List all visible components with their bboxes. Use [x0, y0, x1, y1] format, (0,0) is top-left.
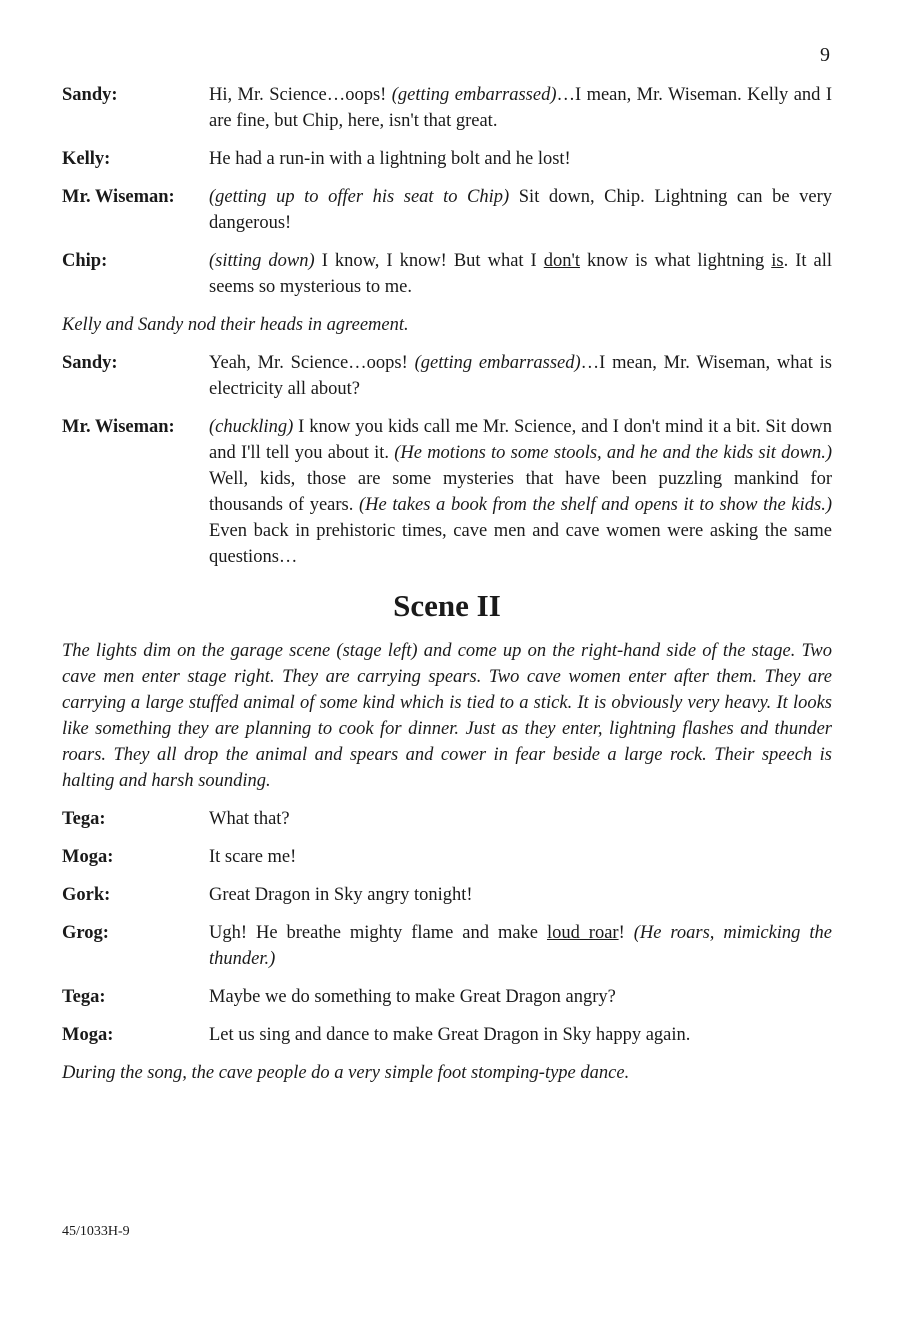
dialogue-line: [62, 920, 832, 972]
underlined-word: loud roar: [546, 923, 619, 943]
script-body: [62, 82, 832, 1098]
speech-text: (getting up to offer his seat to Chip) Sit down, Chip. Lightning can be very dangerous!: [209, 187, 832, 233]
speaker-name: Grog:: [62, 923, 109, 943]
speaker-name: Tega:: [62, 987, 106, 1007]
dialogue-line: [62, 82, 832, 134]
stage-direction-paragraph: The lights dim on the garage scene (stage left) and come up on the right-hand side of the stage. Two cave men enter stage right. They are carrying spears. Two cave women enter after them. They are carrying a large stuffed animal of some kind which is tied to a stick. It is obviously very heavy. It looks like something they are planning to cook for dinner. Just as they enter, lightning flashes and thunder roars. They all drop the animal and spears and cower in fear beside a large rock. Their speech is halting and harsh sounding.: [62, 641, 832, 791]
speaker-name: Kelly:: [62, 149, 111, 169]
stage-direction-paragraph: Kelly and Sandy nod their heads in agreement.: [62, 315, 409, 335]
speech-text: Maybe we do something to make Great Dragon angry?: [209, 987, 616, 1007]
underlined-word: is: [771, 251, 784, 271]
dialogue-line: [62, 882, 832, 908]
dialogue-line: [62, 414, 832, 570]
speaker-name: Sandy:: [62, 353, 118, 373]
page-number: 9: [820, 44, 830, 66]
dialogue-line: [62, 806, 832, 832]
dialogue-line: [62, 184, 832, 236]
speaker-name: Sandy:: [62, 85, 118, 105]
speaker-name: Moga:: [62, 1025, 114, 1045]
dialogue-line: [62, 844, 832, 870]
stage-direction: (He takes a book from the shelf and opens it to show the kids.): [359, 495, 832, 515]
speaker-name: Chip:: [62, 251, 108, 271]
stage-direction: (getting embarrassed): [391, 85, 557, 105]
speaker-name: Mr. Wiseman:: [62, 417, 175, 437]
dialogue-line: [62, 1022, 832, 1048]
stage-direction: (getting up to offer his seat to Chip): [209, 187, 510, 207]
speech-text: Ugh! He breathe mighty flame and make loud roar! (He roars, mimicking the thunder.): [209, 923, 832, 969]
dialogue-line: [62, 248, 832, 300]
speech-text: He had a run-in with a lightning bolt and he lost!: [209, 149, 571, 169]
speech-text: (chuckling) I know you kids call me Mr. Science, and I don't mind it a bit. Sit down and I'll tell you about it. (He motions to some stools, and he and the kids sit down.) Well, kids, those are some mysteries that have been puzzling mankind for thousands of years. (He takes a book from the shelf and opens it to show the kids.) Even back in prehistoric times, cave men and cave women were asking the same questions…: [209, 417, 832, 567]
stage-direction: (sitting down): [209, 251, 315, 271]
stage-direction: (He roars, mimicking the thunder.): [209, 923, 832, 969]
speech-text: What that?: [209, 809, 290, 829]
speaker-name: Moga:: [62, 847, 114, 867]
footer-code: 45/1033H-9: [62, 1224, 130, 1239]
dialogue-line: [62, 146, 832, 172]
speech-text: It scare me!: [209, 847, 297, 867]
stage-direction: (He motions to some stools, and he and the kids sit down.): [394, 443, 832, 463]
speech-text: Let us sing and dance to make Great Dragon in Sky happy again.: [209, 1025, 691, 1045]
speech-text: (sitting down) I know, I know! But what I don't know is what lightning is. It all seems so mysterious to me.: [209, 251, 833, 297]
speech-text: Hi, Mr. Science…oops! (getting embarrassed)…I mean, Mr. Wiseman. Kelly and I are fine, but Chip, here, isn't that great.: [209, 85, 832, 131]
speaker-name: Gork:: [62, 885, 111, 905]
stage-direction: (chuckling): [209, 417, 294, 437]
stage-direction: (getting embarrassed): [414, 353, 581, 373]
speaker-name: Tega:: [62, 809, 106, 829]
dialogue-line: [62, 350, 832, 402]
underlined-word: don't: [543, 251, 580, 271]
stage-direction-paragraph: During the song, the cave people do a very simple foot stomping-type dance.: [62, 1063, 630, 1083]
speech-text: Yeah, Mr. Science…oops! (getting embarrassed)…I mean, Mr. Wiseman, what is electricity all about?: [209, 353, 832, 399]
dialogue-line: [62, 984, 832, 1010]
scene-title: Scene II: [393, 588, 501, 623]
speaker-name: Mr. Wiseman:: [62, 187, 175, 207]
speech-text: Great Dragon in Sky angry tonight!: [209, 885, 473, 905]
